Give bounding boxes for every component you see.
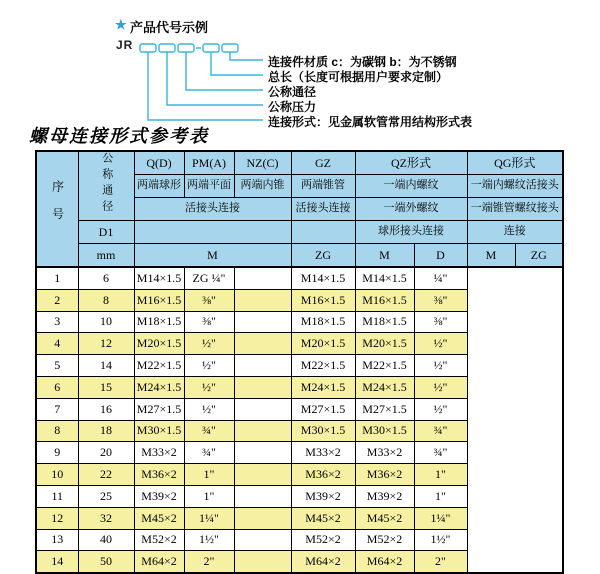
table-row (36, 529, 563, 551)
header-conn-gz: 活接头连接 (291, 198, 355, 221)
cell-gz: ⅜" (184, 311, 234, 333)
table-row (36, 398, 563, 420)
cell-qg-m: M16×1.5 (355, 289, 414, 311)
cell-m: M22×1.5 (134, 355, 184, 377)
cell-gz: ½" (184, 333, 234, 355)
code-label-length: 总长（长度可根据用户要求定制） (268, 70, 449, 84)
table-row (36, 355, 563, 377)
cell-qg-m: M36×2 (355, 464, 414, 486)
cell-m: M30×1.5 (134, 420, 184, 442)
cell-qz-d: M24×1.5 (291, 376, 355, 398)
header-type-nzc: 两端内锥 (234, 175, 291, 198)
cell-qz-d: M52×2 (291, 529, 355, 551)
cell-qg-m: M18×1.5 (355, 311, 414, 333)
leader-line (186, 52, 263, 90)
cell-qz-d: M14×1.5 (291, 267, 355, 289)
header-type-pma: 两端平面 (184, 175, 234, 198)
cell-qg-zg: ½" (414, 355, 467, 377)
cell-qz-m (234, 529, 291, 551)
header-unit-m: M (134, 244, 291, 268)
cell-qz-m (234, 551, 291, 573)
table-body (36, 267, 563, 573)
cell-dn: 22 (78, 464, 134, 486)
cell-qz-d: M36×2 (291, 464, 355, 486)
code-box (178, 44, 194, 52)
code-box (159, 44, 175, 52)
cell-gz: 1" (184, 464, 234, 486)
header-conn-qz: 一端外螺纹 (355, 198, 467, 221)
cell-dn: 15 (78, 376, 134, 398)
cell-qz-d: M30×1.5 (291, 420, 355, 442)
leader-line (211, 52, 263, 75)
star-icon: ★ (115, 17, 127, 32)
table-row (36, 507, 563, 529)
cell-qg-zg: ⅜" (414, 289, 467, 311)
cell-seq: 3 (36, 311, 78, 333)
cell-qg-zg: ¼" (414, 267, 467, 289)
cell-m: M45×2 (134, 507, 184, 529)
cell-qz-m (234, 442, 291, 464)
cell-dn: 18 (78, 420, 134, 442)
cell-seq: 6 (36, 376, 78, 398)
header-conn-union: 活接头连接 (134, 198, 291, 221)
code-box (203, 44, 219, 52)
table-row (36, 485, 563, 507)
cell-seq: 12 (36, 507, 78, 529)
cell-qg-m: M20×1.5 (355, 333, 414, 355)
header-code-nzc: NZ(C) (234, 151, 291, 175)
table-row (36, 464, 563, 486)
cell-qg-m: M22×1.5 (355, 355, 414, 377)
cell-qg-m: M14×1.5 (355, 267, 414, 289)
header-unit-qg-zg: ZG (515, 244, 563, 268)
code-label-diameter: 公称通径 (268, 85, 317, 99)
cell-dn: 16 (78, 398, 134, 420)
cell-qz-m (234, 507, 291, 529)
cell-qg-m: M64×2 (355, 551, 414, 573)
header-unit-zg: ZG (291, 244, 355, 268)
header-type-gz: 两端锥管 (291, 175, 355, 198)
header-d1: D1 (78, 221, 134, 244)
header-unit-qz-m: M (355, 244, 414, 268)
cell-gz: ½" (184, 376, 234, 398)
cell-gz: ½" (184, 398, 234, 420)
cell-qg-m: M39×2 (355, 485, 414, 507)
code-box (222, 44, 238, 52)
cell-seq: 11 (36, 485, 78, 507)
cell-qz-m (234, 420, 291, 442)
code-label-pressure: 公称压力 (268, 100, 317, 114)
header-blank-left (134, 221, 291, 244)
cell-qz-m (234, 355, 291, 377)
cell-qz-m (234, 333, 291, 355)
leader-line (230, 52, 263, 60)
cell-qg-m: M24×1.5 (355, 376, 414, 398)
cell-qz-m (234, 485, 291, 507)
cell-seq: 4 (36, 333, 78, 355)
cell-m: M39×2 (134, 485, 184, 507)
cell-m: M52×2 (134, 529, 184, 551)
header-dn: 公称通径 (78, 151, 134, 221)
code-label-connection: 连接形式：见金属软管常用结构形式表 (268, 115, 473, 129)
header-type-qg: 一端内螺纹活接头 (467, 175, 563, 198)
cell-gz: ¾" (184, 442, 234, 464)
cell-m: M24×1.5 (134, 376, 184, 398)
cell-dn: 6 (78, 267, 134, 289)
cell-seq: 14 (36, 551, 78, 573)
cell-dn: 10 (78, 311, 134, 333)
cell-gz: 1½" (184, 529, 234, 551)
cell-dn: 32 (78, 507, 134, 529)
cell-m: M36×2 (134, 464, 184, 486)
cell-qz-m (234, 464, 291, 486)
header-unit-qz-d: D (414, 244, 467, 268)
header-code-qg: QG形式 (467, 151, 563, 175)
cell-seq: 7 (36, 398, 78, 420)
cell-qg-zg: ½" (414, 376, 467, 398)
table-row (36, 267, 563, 289)
header-conn: 连接 (467, 221, 563, 244)
cell-seq: 13 (36, 529, 78, 551)
header-type-qd: 两端球形 (134, 175, 184, 198)
cell-dn: 25 (78, 485, 134, 507)
cell-dn: 12 (78, 333, 134, 355)
cell-seq: 8 (36, 420, 78, 442)
nut-connection-table (35, 150, 564, 574)
cell-seq: 10 (36, 464, 78, 486)
table-row (36, 289, 563, 311)
cell-gz: ½" (184, 355, 234, 377)
cell-gz: 2" (184, 551, 234, 573)
diagram-title: 产品代号示例 (130, 20, 209, 35)
cell-qg-m: M52×2 (355, 529, 414, 551)
cell-dn: 14 (78, 355, 134, 377)
cell-gz: 1" (184, 485, 234, 507)
cell-qg-zg: ⅜" (414, 311, 467, 333)
cell-qz-d: M64×2 (291, 551, 355, 573)
table-row (36, 442, 563, 464)
cell-seq: 9 (36, 442, 78, 464)
cell-qz-d: M45×2 (291, 507, 355, 529)
cell-qg-m: M33×2 (355, 442, 414, 464)
cell-qg-zg: 1" (414, 464, 467, 486)
cell-qg-zg: 1¼" (414, 507, 467, 529)
cell-qz-m (234, 398, 291, 420)
cell-qg-zg: ½" (414, 333, 467, 355)
cell-gz: ⅜" (184, 289, 234, 311)
cell-qg-zg: 2" (414, 551, 467, 573)
cell-qz-m (234, 267, 291, 289)
cell-qg-zg: 1" (414, 485, 467, 507)
leader-line (148, 52, 263, 120)
cell-seq: 1 (36, 267, 78, 289)
cell-qg-m: M27×1.5 (355, 398, 414, 420)
cell-dn: 50 (78, 551, 134, 573)
cell-dn: 40 (78, 529, 134, 551)
code-label-material: 连接件材质 c：为碳钢 b：为不锈钢 (268, 55, 457, 69)
cell-m: M64×2 (134, 551, 184, 573)
cell-qg-m: M30×1.5 (355, 420, 414, 442)
table-row (36, 311, 563, 333)
header-unit-qg-m: M (467, 244, 515, 268)
cell-qg-zg: ¾" (414, 442, 467, 464)
cell-qg-zg: ½" (414, 398, 467, 420)
code-box (140, 44, 156, 52)
cell-m: M20×1.5 (134, 333, 184, 355)
cell-qz-d: M20×1.5 (291, 333, 355, 355)
header-type-qz: 一端内螺纹 (355, 175, 467, 198)
code-prefix: JR (116, 38, 134, 52)
header-seq: 序号 (36, 151, 78, 267)
cell-qz-d: M16×1.5 (291, 289, 355, 311)
cell-qg-m: M45×2 (355, 507, 414, 529)
table-title: 螺母连接形式参考表 (29, 126, 209, 146)
header-code-gz: GZ (291, 151, 355, 175)
cell-m: M27×1.5 (134, 398, 184, 420)
table-row (36, 420, 563, 442)
cell-qz-m (234, 289, 291, 311)
cell-seq: 2 (36, 289, 78, 311)
header-ball-conn: 球形接头连接 (355, 221, 467, 244)
cell-gz: 1¼" (184, 507, 234, 529)
cell-m: M16×1.5 (134, 289, 184, 311)
cell-qz-d: M22×1.5 (291, 355, 355, 377)
cell-dn: 8 (78, 289, 134, 311)
cell-qz-d: M27×1.5 (291, 398, 355, 420)
cell-qz-m (234, 376, 291, 398)
cell-qz-d: M39×2 (291, 485, 355, 507)
cell-qg-zg: ¾" (414, 420, 467, 442)
table-row (36, 551, 563, 573)
header-conn-qg: 一端锥管螺纹接头 (467, 198, 563, 221)
header-unit-mm: mm (78, 244, 134, 268)
table-header (36, 151, 563, 267)
cell-gz: ZG ¼" (184, 267, 234, 289)
cell-m: M33×2 (134, 442, 184, 464)
cell-qz-d: M18×1.5 (291, 311, 355, 333)
cell-seq: 5 (36, 355, 78, 377)
table-row (36, 376, 563, 398)
cell-qg-zg: 1½" (414, 529, 467, 551)
cell-dn: 20 (78, 442, 134, 464)
cell-m: M14×1.5 (134, 267, 184, 289)
cell-gz: ¾" (184, 420, 234, 442)
cell-qz-d: M33×2 (291, 442, 355, 464)
header-code-pma: PM(A) (184, 151, 234, 175)
cell-m: M18×1.5 (134, 311, 184, 333)
header-code-qz: QZ形式 (355, 151, 467, 175)
header-blank-gz (291, 221, 355, 244)
cell-qz-m (234, 311, 291, 333)
table-row (36, 333, 563, 355)
header-code-qd: Q(D) (134, 151, 184, 175)
